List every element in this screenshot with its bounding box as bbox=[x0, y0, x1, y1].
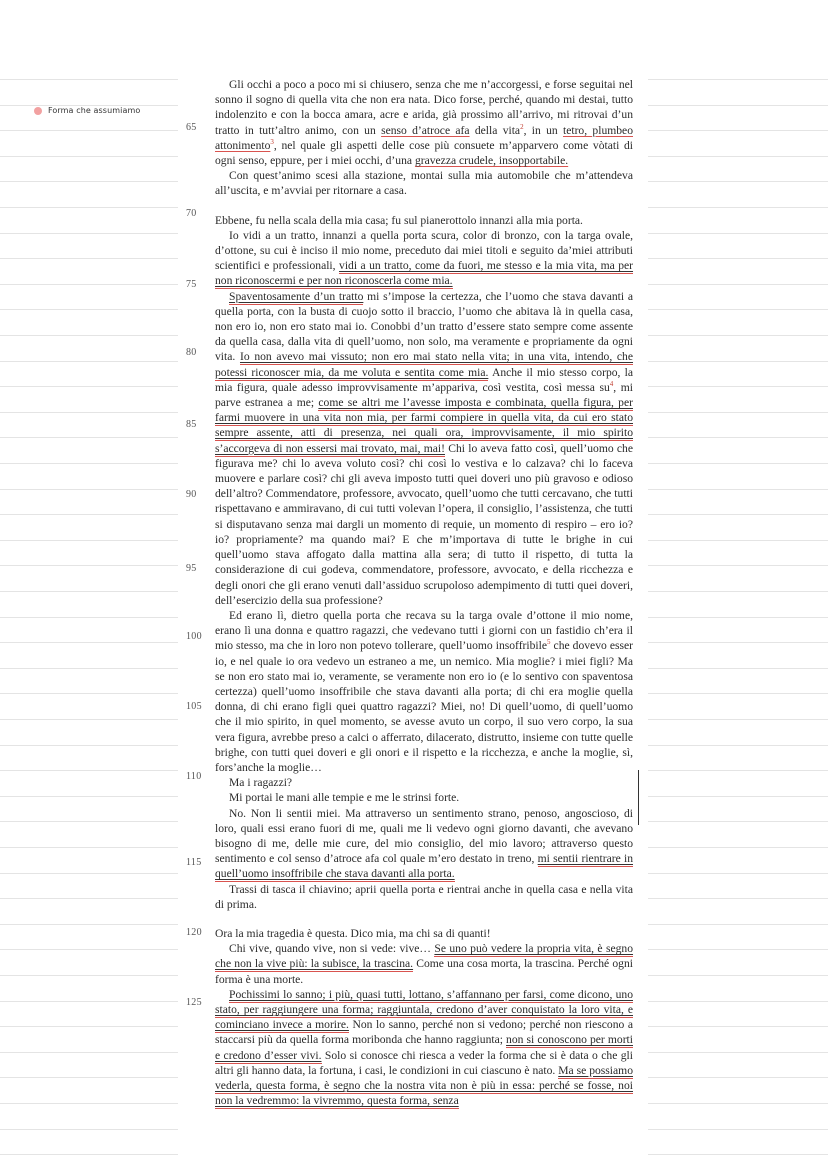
line-number: 65 bbox=[186, 122, 197, 133]
ruled-line bbox=[648, 1001, 828, 1002]
line-number: 85 bbox=[186, 419, 197, 430]
ruled-line bbox=[648, 975, 828, 976]
paragraph: Ebbene, fu nella scala della mia casa; fu sul pianerottolo innanzi alla mia porta. bbox=[215, 213, 583, 227]
ruled-line bbox=[648, 668, 828, 669]
paragraph: Con quest’animo scesi alla stazione, montai sulla mia automobile che m’attendeva all’uscita, e m’avviai per ritornare a casa. bbox=[215, 169, 633, 198]
footnote-mark: 4 bbox=[609, 380, 614, 388]
line-number: 110 bbox=[186, 771, 202, 782]
paragraph: No. Non li sentii miei. Ma attraverso un sentimento strano, penoso, angoscioso, di loro, quali essi erano fuori di me, quali me li vedevo ogni giorno davanti, che avevano bisogno di me, delle mie cure, del mio consiglio, del mio lavoro; attraverso questo sentimento e col senso d’atroce afa col quale m’ero destato in treno, mi sentii rientrare in quell’uomo insoffribile che stava davanti alla porta. bbox=[215, 806, 633, 881]
line-number: 100 bbox=[186, 631, 202, 642]
paragraph: Ed erano lì, dietro quella porta che recava su la targa ovale d’ottone il mio nome, erano lì una donna e quattro ragazzi, che vedevano tutti i giorni con un fastidio ch’era il mio stesso, ma che in loro non potevo tollerare, quell’uomo insoffribile$^5$ che dovevo esser io, e nel quale io ora vedevo un estraneo a me, un nemico. Mia moglie? i miei figli? Ma se non ero stato mai io, veramente, se veramente non ero io (e lo sentivo con spaventosa certezza) quell’uomo insoffribile che stava davanti alla porta; di chi era moglie quella donna, di chi erano figli quei quattro ragazzi? Miei, no! Di quell’uomo, di quell’uomo che il mio spirito, in quel momento, se avesse avuto un corpo, il suo vero corpo, la sua vera figura, avrebbe preso a calci o afferrato, dilacerato, distrutto, insieme con tutte quelle brighe, con tutti quei doveri e gli onori e il rispetto e la ricchezza, e anche la moglie, sì, fors’anche la moglie… bbox=[215, 608, 633, 774]
ruled-line bbox=[648, 745, 828, 746]
ruled-line bbox=[648, 693, 828, 694]
ruled-line bbox=[648, 821, 828, 822]
ruled-line bbox=[648, 1052, 828, 1053]
margin-marker-line bbox=[638, 770, 639, 825]
body-text bbox=[215, 77, 633, 1108]
ruled-line bbox=[648, 437, 828, 438]
ruled-line bbox=[648, 770, 828, 771]
ruled-line bbox=[648, 873, 828, 874]
paragraph: Chi vive, quando vive, non si vede: vive… Se uno può vedere la propria vita, è segno che non la vive più: la subisce, la trascina. Come una cosa morta, la trascina. Perché ogni forma è una morte. bbox=[215, 942, 634, 986]
ruled-line bbox=[648, 924, 828, 925]
ruled-line bbox=[648, 181, 828, 182]
footnote-mark: 2 bbox=[520, 122, 524, 131]
ruled-line bbox=[648, 258, 828, 259]
paragraph: Io vidi a un tratto, innanzi a quella porta scura, color di bronzo, con la targa ovale, d’ottone, su cui è inciso il mio nome, preceduto dai miei titoli e seguito da’miei attributi scientifici e professionali, vidi a un tratto, come da fuori, me stesso e la mia vita, ma per non riconoscermi e per non riconoscerla come mia. bbox=[215, 228, 634, 288]
ruled-line bbox=[648, 130, 828, 131]
ruled-line bbox=[648, 309, 828, 310]
footnote-mark: 5 bbox=[547, 638, 551, 647]
ruled-line bbox=[648, 156, 828, 157]
ruled-line bbox=[648, 361, 828, 362]
footnote-mark: 3 bbox=[270, 137, 274, 146]
ruled-line bbox=[648, 591, 828, 592]
line-number: 115 bbox=[186, 857, 202, 868]
ruled-line bbox=[648, 847, 828, 848]
paragraph: Ma i ragazzi? bbox=[229, 776, 293, 790]
line-number: 70 bbox=[186, 208, 197, 219]
paragraph: Gli occhi a poco a poco mi si chiusero, senza che me n’accorgessi, e forse seguitai nel sonno il sogno di quella vita che non era nata. Dico forse, perché, quando mi destai, tutto indolenzito e con la bocca amara, acre e arida, già prossimo all’arrivo, mi ritrovai d’un tratto in tutt’altro animo, con un senso d’atroce afa della vita$^2$, in un tetro, plumbeo attonimento$^3$, nel quale gli aspetti delle cose più consuete m’apparvero come vòtati di ogni senso, eppure, per i miei occhi, d’una gravezza crudele, insopportabile. bbox=[215, 78, 633, 168]
ruled-line bbox=[648, 79, 828, 80]
line-number: 125 bbox=[186, 997, 202, 1008]
paragraph: Spaventosamente d’un tratto mi s’impose la certezza, che l’uomo che stava davanti a quella porta, con la busta di cuojo sotto il braccio, l’uomo che abitava là in quella casa, non ero io, non ero stato mai io. Conobbi d’un tratto d’essere stato sempre come assente da quella casa, dalla vita di quell’uomo, non solo, ma veramente e propriamente da ogni vita. Io non avevo mai vissuto; non ero mai stato nella vita; in una vita, intendo, che potessi riconoscer mia, da me voluta e sentita come mia. Anche il mio stesso corpo, la mia figura, quale adesso improvvisamente m’appariva, così vestita, così messa $su^4$, mi parve estranea a me; come se altri me l’avesse imposta e combinata, quella figura, per farmi muovere in una vita non mia, per farmi compiere in quella vita, da cui ero stato sempre assente, atti di presenza, nei quali ora, improvvisamente, il mio spirito s’accorgeva di non essersi mai trovato, mai, mai! Chi lo aveva fatto così, quell’uomo che figurava me? chi lo aveva voluto così? chi così lo vestiva e lo calzava? chi lo faceva muovere e parlare così? chi gli aveva imposto tutti quei doveri uno più gravoso e odioso dell’altro? Commendatore, professore, avvocato, quell’uomo che tutti cercavano, che tutti rispettavano e ammiravano, di cui tutti volevan l’opera, il consiglio, l’assistenza, che tutti si disputavano senza mai dargli un momento di requie, un momento di respiro – ero io? io? propriamente? ma quando mai? E che m’importava di tutte le brighe in cui quell’uomo stava affogato dalla mattina alla sera; di tutto il rispetto, di tutta la considerazione di cui godeva, commendatore, professore, avvocato, e della ricchezza e degli onori che gli erano venuti dall’assiduo scrupoloso adempimento di tutti quei doveri, dell’esercizio della sua professione? bbox=[215, 289, 634, 607]
ruled-line bbox=[648, 1129, 828, 1130]
ruled-line bbox=[648, 463, 828, 464]
line-number: 95 bbox=[186, 563, 197, 574]
line-number: 90 bbox=[186, 489, 197, 500]
annotation-label: Forma che assumiamo bbox=[48, 106, 141, 115]
line-numbers-column bbox=[0, 0, 206, 1171]
ruled-line bbox=[648, 105, 828, 106]
ruled-line bbox=[648, 514, 828, 515]
ruled-line bbox=[648, 207, 828, 208]
ruled-line bbox=[648, 489, 828, 490]
ruled-line bbox=[648, 335, 828, 336]
line-number: 120 bbox=[186, 927, 202, 938]
ruled-line bbox=[648, 284, 828, 285]
ruled-line bbox=[648, 565, 828, 566]
paragraph: Pochissimi lo sanno; i più, quasi tutti, lottano, s’affannano per farsi, come dicono, uno stato, per raggiungere una forma; raggiuntala, credono d’aver conquistato la loro vita, e cominciano invece a morire. Non lo sanno, perché non si vedono; perché non riescono a staccarsi più da quella forma moribonda che hanno raggiunta; non si conoscono per morti e credono d’esser vivi. Solo si conosce chi riesca a veder la forma che si è data o che gli altri gli hanno data, la fortuna, i casi, le condizioni in cui ciascuno è nato. Ma se possiamo vederla, questa forma, è segno che la nostra vita non è più in essa: perché se fosse, noi non la vedremmo: la vivremmo, questa forma, senza bbox=[215, 987, 633, 1108]
ruled-line bbox=[648, 1154, 828, 1155]
ruled-line bbox=[648, 1026, 828, 1027]
ruled-line bbox=[648, 540, 828, 541]
ruled-line bbox=[648, 796, 828, 797]
ruled-line bbox=[648, 617, 828, 618]
ruled-line bbox=[648, 1077, 828, 1078]
ruled-line bbox=[648, 719, 828, 720]
ruled-line bbox=[648, 642, 828, 643]
line-number: 75 bbox=[186, 279, 197, 290]
ruled-line bbox=[648, 386, 828, 387]
line-number: 105 bbox=[186, 701, 202, 712]
ruled-line bbox=[648, 412, 828, 413]
paragraph: Trassi di tasca il chiavino; aprii quella porta e rientrai anche in quella casa e nella vita di prima. bbox=[215, 882, 633, 911]
ruled-line bbox=[648, 898, 828, 899]
ruled-line bbox=[648, 233, 828, 234]
paragraph: Ora la mia tragedia è questa. Dico mia, ma chi sa di quanti! bbox=[215, 926, 491, 940]
ruled-line bbox=[648, 949, 828, 950]
paragraph: Mi portai le mani alle tempie e me le strinsi forte. bbox=[229, 791, 460, 805]
ruled-line bbox=[648, 1103, 828, 1104]
line-number: 80 bbox=[186, 347, 197, 358]
